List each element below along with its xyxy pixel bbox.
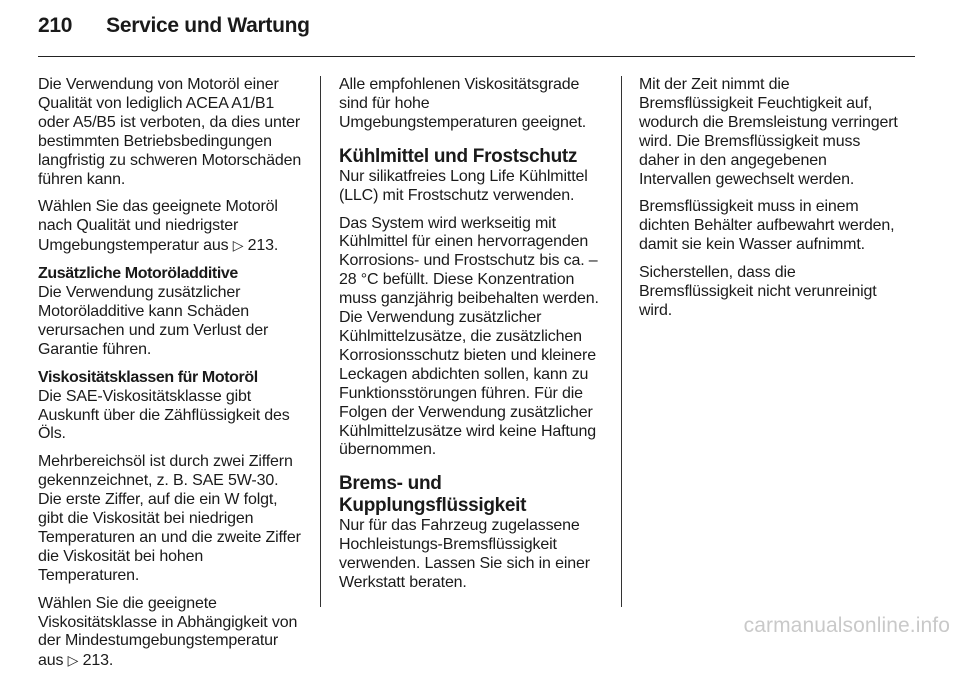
- paragraph-viscosity-grades: Alle empfohlenen Viskositätsgrade sind für hohe Umgebungstemperaturen geeignet.: [339, 76, 587, 131]
- paragraph-brake-fluid-moisture: Mit der Zeit nimmt die Bremsflüssigkeit Feuchtigkeit auf, wodurch die Bremsleistung verringert wird. Die Bremsflüssigkeit muss daher in den angegebenen Intervallen gewechselt werden.: [639, 76, 898, 188]
- heading-brake-clutch-fluid: [339, 473, 607, 517]
- page-number: 210: [38, 14, 73, 37]
- watermark: carmanualsonline.info: [743, 614, 950, 637]
- column-middle: [339, 76, 607, 602]
- heading-viscosity-classes: Viskositätsklassen für Motoröl: [38, 368, 258, 386]
- page-section-title: Service und Wartung: [106, 14, 310, 37]
- paragraph-brake-fluid-storage: Bremsflüssigkeit muss in einem dichten Behälter aufbewahrt werden, damit sie kein Wasser aufnimmt.: [639, 198, 895, 254]
- page-header: [38, 14, 310, 50]
- heading-line: Kupplungsflüssigkeit: [339, 495, 527, 517]
- column-left: [38, 76, 306, 680]
- page-reference-link[interactable]: 213.: [82, 652, 114, 670]
- page-reference-link[interactable]: 213.: [247, 237, 279, 255]
- paragraph-coolant-type: Nur silikatfreies Long Life Kühlmittel (LLC) mit Frostschutz verwenden.: [339, 167, 588, 204]
- heading-oil-additives: Zusätzliche Motoröladditive: [38, 265, 238, 283]
- page-reference-arrow-icon: ▷: [232, 237, 244, 254]
- column-divider: [621, 76, 622, 607]
- paragraph-select-oil: [38, 198, 306, 256]
- heading-line: Brems- und: [339, 473, 442, 495]
- paragraph-oil-quality-warning: Die Verwendung von Motoröl einer Qualität von lediglich ACEA A1/B1 oder A5/B5 ist verboten, da dies unter bestimmten Betriebsbedingungen langfristig zu schweren Motorschäden führen kann.: [38, 76, 302, 188]
- page-reference-arrow-icon: ▷: [67, 652, 79, 669]
- heading-coolant-antifreeze: Kühlmittel und Frostschutz: [339, 145, 578, 167]
- paragraph-multigrade-oil: Mehrbereichsöl ist durch zwei Ziffern gekennzeichnet, z. B. SAE 5W-30. Die erste Ziffer, auf die ein W folgt, gibt die Viskosität bei niedrigen Temperaturen an und die zweite Ziffer die Viskosität bei hohen Temperaturen.: [38, 453, 301, 584]
- paragraph-sae-viscosity: Die SAE-Viskositätsklasse gibt Auskunft über die Zähflüssigkeit des Öls.: [38, 387, 290, 443]
- paragraph-text: Wählen Sie die geeignete Viskositätsklasse in Abhängigkeit von der Mindestumgebungstemperatur aus: [38, 594, 298, 670]
- paragraph-select-viscosity: [38, 595, 306, 672]
- paragraph-oil-additives: Die Verwendung zusätzlicher Motoröladditive kann Schäden verursachen und zum Verlust der Garantie führen.: [38, 284, 269, 358]
- paragraph-brake-fluid-type: Nur für das Fahrzeug zugelassene Hochleistungs-Bremsflüssigkeit verwenden. Lassen Sie sich in einer Werkstatt beraten.: [339, 517, 590, 592]
- header-divider: [38, 56, 915, 57]
- column-right: [639, 76, 901, 330]
- paragraph-coolant-system: Das System wird werkseitig mit Kühlmittel für einen hervorragenden Korrosions- und Frostschutz bis ca. –28 °C befüllt. Diese Konzentration muss ganzjährig beibehalten werden. Die Verwendung zusätzlicher Kühlmittelzusätze, die zusätzlichen Korrosionsschutz bieten und kleinere Leckagen abdichten sollen, kann zu Funktionsstörungen führen. Für die Folgen der Verwendung zusätzlicher Kühlmittelzusätze wird keine Haftung übernommen.: [339, 214, 599, 459]
- column-divider: [320, 76, 321, 607]
- paragraph-text: Wählen Sie das geeignete Motoröl nach Qualität und niedrigster Umgebungstemperatur aus: [38, 198, 278, 255]
- paragraph-brake-fluid-contamination: Sicherstellen, dass die Bremsflüssigkeit nicht verunreinigt wird.: [639, 264, 877, 319]
